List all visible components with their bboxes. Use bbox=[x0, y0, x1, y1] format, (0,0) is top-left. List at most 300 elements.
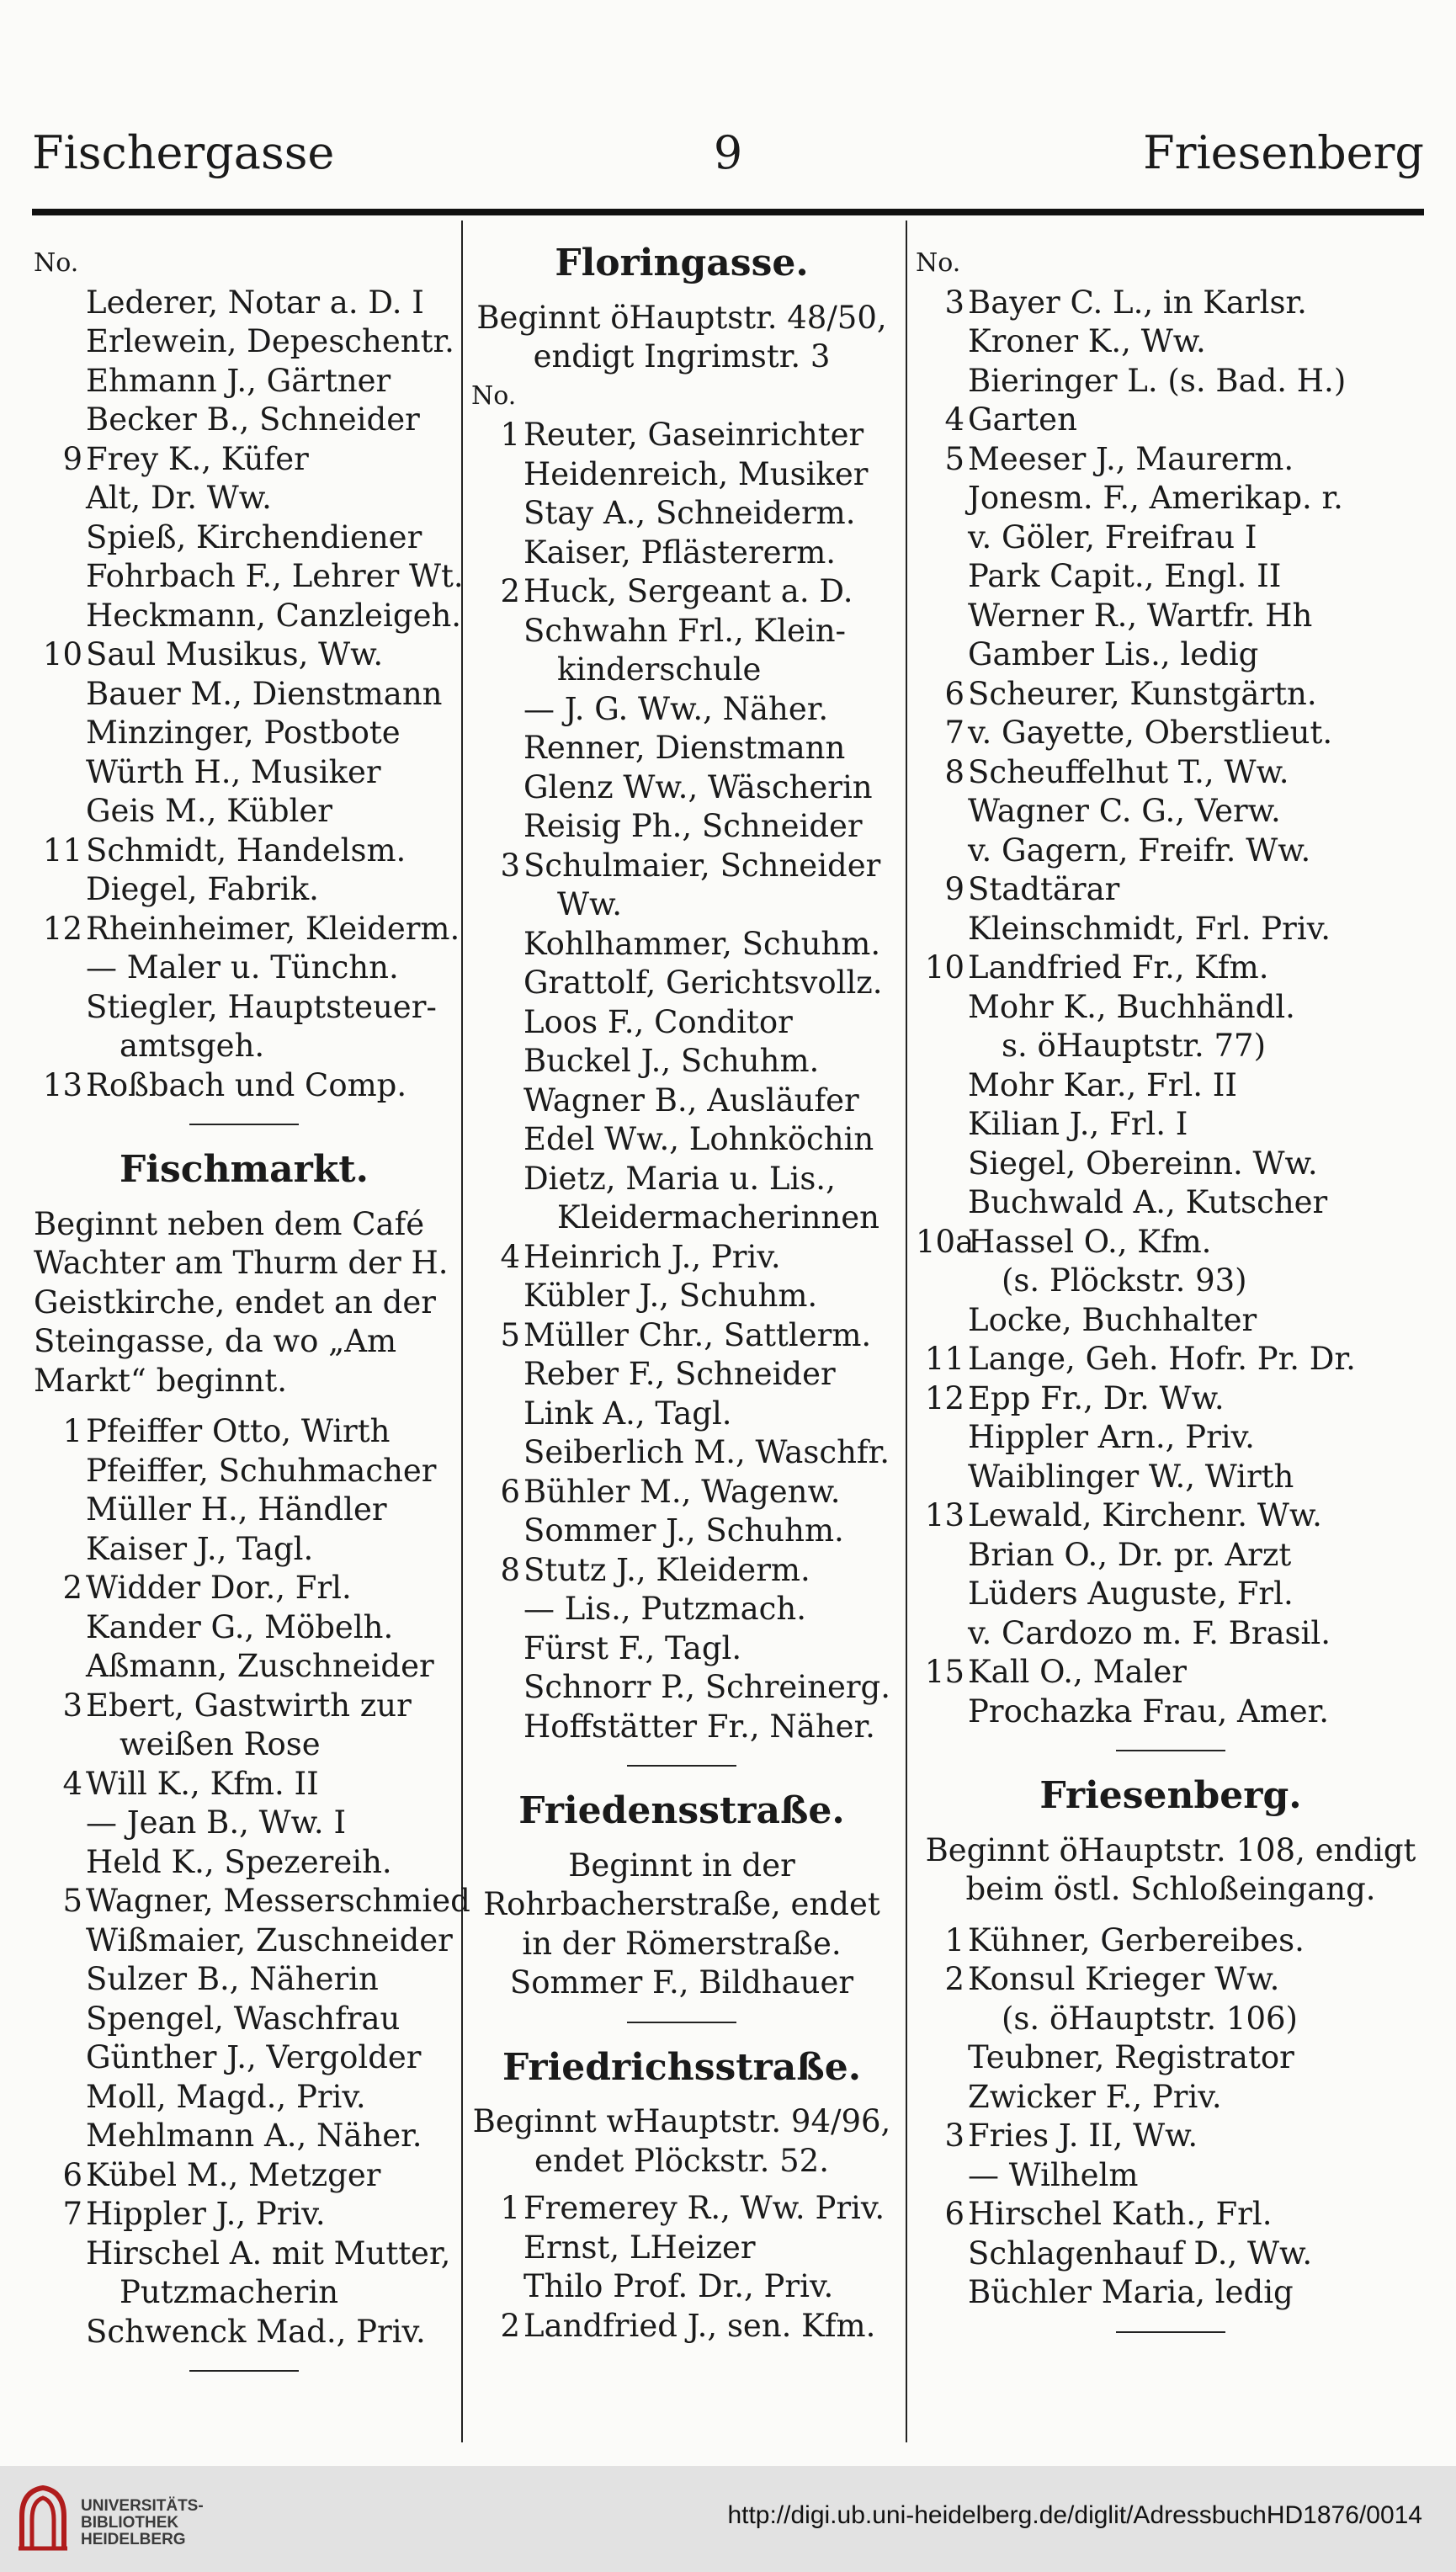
entry-text: Mehlmann A., Näher. bbox=[86, 2118, 422, 2154]
viewer-footer bbox=[0, 2466, 1456, 2572]
entry bbox=[916, 557, 1426, 597]
house-number: 12 bbox=[42, 910, 82, 947]
entry bbox=[34, 2038, 454, 2078]
entry-text: Müller Chr., Sattlerm. bbox=[523, 1316, 872, 1353]
library-name-line: BIBLIOTHEK bbox=[81, 2514, 179, 2532]
entry bbox=[471, 612, 892, 651]
entry bbox=[471, 1198, 892, 1238]
entry bbox=[916, 479, 1426, 518]
entry-text: weißen Rose bbox=[120, 1726, 321, 1762]
entry-text: Dietz, Maria u. Lis., bbox=[523, 1160, 836, 1197]
entry bbox=[34, 518, 454, 558]
entry-text: v. Gayette, Oberstlieut. bbox=[968, 715, 1333, 751]
entry-text: Scheuffelhut T., Ww. bbox=[968, 753, 1289, 790]
entry-list bbox=[916, 1921, 1426, 2313]
entry bbox=[916, 714, 1426, 753]
entry-text: Landfried J., sen. Kfm. bbox=[523, 2307, 876, 2344]
entry-text: Fremerey R., Ww. Priv. bbox=[523, 2190, 885, 2226]
entry bbox=[916, 2156, 1426, 2196]
entry bbox=[916, 1027, 1426, 1066]
entry bbox=[916, 2195, 1426, 2235]
entry-text: Thilo Prof. Dr., Priv. bbox=[523, 2268, 834, 2304]
entry bbox=[471, 847, 892, 886]
entry-text: amtsgeh. bbox=[120, 1028, 265, 1064]
entry bbox=[916, 949, 1426, 988]
entry bbox=[34, 1960, 454, 2000]
entry bbox=[916, 1145, 1426, 1184]
entry bbox=[34, 440, 454, 480]
entry bbox=[471, 964, 892, 1003]
house-number: 2 bbox=[500, 2307, 520, 2344]
entry bbox=[34, 284, 454, 323]
house-number: 10a bbox=[916, 1223, 975, 1260]
entry-text: Zwicker F., Priv. bbox=[968, 2078, 1222, 2115]
house-number: 2 bbox=[944, 1961, 964, 1997]
entry bbox=[34, 949, 454, 988]
entry bbox=[34, 2273, 454, 2313]
library-name-line: HEIDELBERG bbox=[81, 2531, 186, 2548]
entry-text: Diegel, Fabrik. bbox=[86, 871, 319, 907]
entry bbox=[471, 807, 892, 847]
entry-text: Schnorr P., Schreinerg. bbox=[523, 1669, 890, 1705]
house-number: 12 bbox=[924, 1379, 964, 1416]
entry-text: Schulmaier, Schneider bbox=[523, 847, 881, 884]
entry-text: Hassel O., Kfm. bbox=[968, 1223, 1212, 1260]
entry bbox=[471, 1668, 892, 1708]
entry-text: Hirschel A. mit Mutter, bbox=[86, 2235, 451, 2272]
entry-text: Kall O., Maler bbox=[968, 1654, 1187, 1690]
separator bbox=[189, 2370, 299, 2372]
entry-text: Kaiser, Pflästererm. bbox=[523, 534, 837, 571]
house-number: 2 bbox=[500, 573, 520, 609]
entry-text: (s. Plöckstr. 93) bbox=[1002, 1262, 1247, 1299]
entry-text: Ernst, LHeizer bbox=[523, 2229, 756, 2266]
entry bbox=[916, 2000, 1426, 2039]
entry bbox=[471, 534, 892, 573]
entry-text: Schwenck Mad., Priv. bbox=[86, 2313, 426, 2350]
column-1 bbox=[34, 244, 470, 2385]
entry-text: s. öHauptstr. 77) bbox=[1002, 1028, 1267, 1064]
entry bbox=[471, 885, 892, 925]
entry bbox=[916, 1536, 1426, 1576]
entry-text: Bayer C. L., in Karlsr. bbox=[968, 284, 1307, 321]
house-number: 11 bbox=[42, 832, 82, 869]
entry-text: Aßmann, Zuschneider bbox=[86, 1648, 434, 1684]
column-divider bbox=[906, 221, 907, 2442]
entry-text: Brian O., Dr. pr. Arzt bbox=[968, 1536, 1292, 1573]
entry-text: Bieringer L. (s. Bad. H.) bbox=[968, 362, 1347, 399]
header-left: Fischergasse bbox=[32, 126, 335, 179]
entry: Sommer F., Bildhauer bbox=[509, 1964, 854, 2001]
entry bbox=[471, 1277, 892, 1316]
house-number: 13 bbox=[924, 1497, 964, 1533]
street-description: Beginnt neben dem Café Wachter am Thurm der H. Geistkirche, endet an der Steingasse, da wo „Am Markt“ beginnt. bbox=[34, 1205, 449, 1399]
entry bbox=[916, 870, 1426, 910]
entry bbox=[916, 1379, 1426, 1419]
entry bbox=[471, 2189, 892, 2229]
entry bbox=[916, 1223, 1426, 1262]
entry-text: Edel Ww., Lohnköchin bbox=[523, 1121, 874, 1157]
entry-text: Landfried Fr., Kfm. bbox=[968, 949, 1269, 986]
entry-text: Siegel, Obereinn. Ww. bbox=[968, 1145, 1318, 1182]
entry bbox=[471, 1473, 892, 1512]
entry-text: Sulzer B., Näherin bbox=[86, 1961, 379, 1997]
entry-text: Loos F., Conditor bbox=[523, 1003, 793, 1040]
house-number: 2 bbox=[62, 1570, 82, 1606]
entry-text: Ebert, Gastwirth zur bbox=[86, 1687, 412, 1724]
header-right: Friesenberg bbox=[1143, 126, 1424, 179]
entry bbox=[34, 1066, 454, 1106]
library-name-line: UNIVERSITÄTS- bbox=[81, 2497, 204, 2515]
entry-text: Grattolf, Gerichtsvollz. bbox=[523, 964, 883, 1001]
entry bbox=[34, 2195, 454, 2235]
entry bbox=[916, 1575, 1426, 1614]
entry bbox=[916, 910, 1426, 949]
entry-text: Spieß, Kirchendiener bbox=[86, 518, 422, 555]
entry-text: Reisig Ph., Schneider bbox=[523, 808, 863, 844]
page-number: 9 bbox=[713, 126, 743, 179]
entry-text: Heinrich J., Priv. bbox=[523, 1238, 781, 1275]
entry bbox=[34, 753, 454, 793]
entry bbox=[471, 572, 892, 612]
entry-text: — J. G. Ww., Näher. bbox=[523, 690, 829, 727]
entry bbox=[916, 988, 1426, 1028]
entry-text: Pfeiffer, Schuhmacher bbox=[86, 1452, 437, 1489]
entry-text: Kander G., Möbelh. bbox=[86, 1608, 394, 1645]
house-number: 9 bbox=[62, 440, 82, 477]
entry bbox=[471, 1395, 892, 1434]
entry-text: Lüders Auguste, Frl. bbox=[968, 1576, 1294, 1612]
entry bbox=[916, 1183, 1426, 1223]
entry bbox=[34, 1843, 454, 1883]
entry bbox=[471, 690, 892, 730]
house-number: 4 bbox=[944, 401, 964, 438]
entry-text: Alt, Dr. Ww. bbox=[86, 480, 272, 516]
entry-text: Meeser J., Maurerm. bbox=[968, 440, 1294, 477]
entry-text: (s. öHauptstr. 106) bbox=[1002, 2000, 1298, 2037]
entry bbox=[34, 1647, 454, 1687]
entry bbox=[471, 1512, 892, 1551]
street-heading: Fischmarkt. bbox=[120, 1148, 369, 1191]
entry bbox=[916, 792, 1426, 832]
entry bbox=[34, 635, 454, 675]
entry-text: Prochazka Frau, Amer. bbox=[968, 1693, 1330, 1730]
entry-text: Roßbach und Comp. bbox=[86, 1066, 407, 1103]
entry bbox=[34, 1027, 454, 1066]
entry bbox=[916, 1496, 1426, 1536]
entry bbox=[916, 1921, 1426, 1961]
street-heading: Friesenberg. bbox=[1039, 1774, 1302, 1817]
entry-text: Hippler Arn., Priv. bbox=[968, 1419, 1255, 1455]
entry bbox=[916, 753, 1426, 793]
entry-text: Rheinheimer, Kleiderm. bbox=[86, 910, 460, 947]
entry-text: Schlagenhauf D., Ww. bbox=[968, 2235, 1313, 2272]
entry-text: v. Göler, Freifrau I bbox=[968, 518, 1257, 555]
entry bbox=[471, 1081, 892, 1121]
house-number: 5 bbox=[500, 1316, 520, 1353]
entry-text: Hirschel Kath., Frl. bbox=[968, 2196, 1273, 2232]
entry bbox=[34, 1569, 454, 1608]
entry-text: Günther J., Vergolder bbox=[86, 2039, 422, 2075]
page-header bbox=[32, 126, 1424, 194]
entry bbox=[916, 1960, 1426, 2000]
entry-text: Huck, Sergeant a. D. bbox=[523, 573, 853, 609]
house-number: 10 bbox=[924, 949, 964, 986]
number-label: No. bbox=[916, 248, 961, 278]
house-number: 11 bbox=[924, 1341, 964, 1377]
entry-list bbox=[34, 284, 464, 1106]
entry-text: Fohrbach F., Lehrer Wt. bbox=[86, 558, 464, 594]
entry-text: Held K., Spezereih. bbox=[86, 1843, 392, 1880]
entry-list bbox=[34, 1412, 470, 2351]
entry-text: Wagner C. G., Verw. bbox=[968, 793, 1281, 829]
entry bbox=[916, 1340, 1426, 1379]
entry bbox=[471, 1003, 892, 1043]
house-number: 5 bbox=[944, 440, 964, 477]
house-number: 3 bbox=[944, 2118, 964, 2154]
entry-text: Epp Fr., Dr. Ww. bbox=[968, 1379, 1225, 1416]
house-number: 1 bbox=[62, 1413, 82, 1449]
entry bbox=[34, 1687, 454, 1726]
entry bbox=[34, 1725, 454, 1765]
entry bbox=[34, 401, 454, 440]
entry-text: Kleinschmidt, Frl. Priv. bbox=[968, 910, 1331, 947]
entry bbox=[34, 832, 454, 871]
entry-text: Schmidt, Handelsm. bbox=[86, 832, 407, 869]
entry bbox=[471, 1629, 892, 1669]
entry-text: Sommer J., Schuhm. bbox=[523, 1512, 844, 1549]
entry-text: Minzinger, Postbote bbox=[86, 715, 401, 751]
entry bbox=[34, 792, 454, 832]
column-3 bbox=[916, 244, 1426, 2346]
house-number: 6 bbox=[944, 675, 964, 712]
entry-text: Widder Dor., Frl. bbox=[86, 1570, 352, 1606]
house-number: 3 bbox=[944, 284, 964, 321]
entry-text: Buchwald A., Kutscher bbox=[968, 1184, 1328, 1220]
entry bbox=[471, 1120, 892, 1160]
entry bbox=[34, 2313, 454, 2352]
entry-text: Glenz Ww., Wäscherin bbox=[523, 768, 873, 805]
entry bbox=[471, 1238, 892, 1278]
entry bbox=[916, 1105, 1426, 1145]
entry-list bbox=[471, 416, 892, 1746]
entry-text: v. Cardozo m. F. Brasil. bbox=[968, 1614, 1331, 1651]
entry-text: Heidenreich, Musiker bbox=[523, 455, 869, 492]
entry-text: Reuter, Gaseinrichter bbox=[523, 417, 864, 453]
entry-text: Link A., Tagl. bbox=[523, 1395, 732, 1432]
entry-text: kinderschule bbox=[557, 651, 762, 688]
entry bbox=[34, 479, 454, 518]
entry-text: Locke, Buchhalter bbox=[968, 1301, 1257, 1338]
entry-text: Stadtärar bbox=[968, 871, 1120, 907]
entry bbox=[34, 2078, 454, 2118]
entry-text: Will K., Kfm. II bbox=[86, 1765, 319, 1802]
house-number: 15 bbox=[924, 1654, 964, 1690]
entry-text: Kilian J., Frl. I bbox=[968, 1106, 1188, 1142]
entry-text: Fürst F., Tagl. bbox=[523, 1629, 742, 1666]
entry bbox=[916, 2273, 1426, 2313]
house-number: 4 bbox=[500, 1238, 520, 1275]
entry bbox=[34, 1882, 470, 1921]
entry bbox=[34, 2156, 454, 2196]
header-rule bbox=[32, 209, 1424, 215]
entry bbox=[34, 1765, 454, 1804]
entry-text: Lange, Geh. Hofr. Pr. Dr. bbox=[968, 1341, 1356, 1377]
entry-text: Stutz J., Kleiderm. bbox=[523, 1551, 810, 1588]
entry bbox=[916, 832, 1426, 871]
entry-text: Putzmacherin bbox=[120, 2274, 339, 2310]
entry bbox=[471, 1316, 892, 1356]
entry bbox=[34, 910, 460, 949]
house-number: 5 bbox=[62, 1883, 82, 1919]
entry-text: Wagner, Messerschmied bbox=[86, 1883, 470, 1919]
entry bbox=[916, 2078, 1426, 2118]
house-number: 1 bbox=[944, 1921, 964, 1958]
column-2 bbox=[471, 244, 892, 2346]
house-number: 1 bbox=[500, 417, 520, 453]
entry-text: Ehmann J., Gärtner bbox=[86, 362, 391, 399]
entry bbox=[916, 1653, 1426, 1693]
entry bbox=[34, 1921, 454, 1961]
entry-text: Büchler Maria, ledig bbox=[968, 2274, 1294, 2310]
entry bbox=[34, 557, 464, 597]
street-heading: Friedrichsstraße. bbox=[502, 2045, 862, 2089]
entry-text: Kleidermacherinnen bbox=[557, 1199, 879, 1236]
entry-text: — Wilhelm bbox=[968, 2156, 1139, 2193]
entry-text: Kübel M., Metzger bbox=[86, 2156, 381, 2193]
house-number: 6 bbox=[500, 1473, 520, 1510]
street-heading: Floringasse. bbox=[555, 242, 809, 284]
entry bbox=[471, 2267, 892, 2307]
source-url[interactable]: http://digi.ub.uni-heidelberg.de/diglit/AdressbuchHD1876/0014 bbox=[727, 2501, 1422, 2529]
entry bbox=[471, 1042, 892, 1081]
entry-text: Wagner B., Ausläufer bbox=[523, 1081, 859, 1119]
entry-text: Werner R., Wartfr. Hh bbox=[968, 597, 1313, 634]
entry bbox=[471, 494, 892, 534]
entry-text: Kohlhammer, Schuhm. bbox=[523, 925, 881, 962]
entry-text: Heckmann, Canzleigeh. bbox=[86, 597, 462, 634]
entry bbox=[34, 1452, 454, 1491]
street-description: Beginnt wHauptstr. 94/96, endet Plöckstr. 52. bbox=[472, 2103, 891, 2179]
entry-text: Gamber Lis., ledig bbox=[968, 636, 1259, 672]
entry-text: Fries J. II, Ww. bbox=[968, 2118, 1198, 2154]
entry-list bbox=[916, 284, 1426, 1732]
entry-text: Reber F., Schneider bbox=[523, 1356, 836, 1392]
entry-text: Bauer M., Dienstmann bbox=[86, 675, 443, 712]
entry bbox=[34, 322, 454, 362]
entry-text: Ww. bbox=[557, 886, 623, 922]
entry bbox=[916, 401, 1426, 440]
entry-text: Mohr K., Buchhändl. bbox=[968, 988, 1295, 1025]
entry-list bbox=[471, 2189, 892, 2346]
entry-text: — Maler u. Tünchn. bbox=[86, 949, 399, 986]
house-number: 10 bbox=[42, 636, 82, 672]
entry-text: Lewald, Kirchenr. Ww. bbox=[968, 1497, 1322, 1533]
entry-text: Bühler M., Wagenw. bbox=[523, 1473, 841, 1510]
entry-text: Saul Musikus, Ww. bbox=[86, 636, 384, 672]
entry-text: Jonesm. F., Amerikap. r. bbox=[968, 480, 1343, 516]
entry-text: Renner, Dienstmann bbox=[523, 730, 846, 766]
entry-text: Mohr Kar., Frl. II bbox=[968, 1066, 1237, 1103]
entry bbox=[34, 597, 462, 636]
entry bbox=[34, 714, 454, 753]
entry-text: Frey K., Küfer bbox=[86, 440, 309, 477]
entry bbox=[34, 1491, 454, 1530]
separator bbox=[627, 1765, 736, 1767]
entry bbox=[916, 675, 1426, 715]
number-label: No. bbox=[34, 248, 79, 278]
entry-text: Geis M., Kübler bbox=[86, 793, 332, 829]
entry-text: Kübler J., Schuhm. bbox=[523, 1278, 818, 1314]
entry bbox=[916, 440, 1426, 480]
entry bbox=[471, 1433, 892, 1473]
entry bbox=[471, 925, 892, 964]
house-number: 13 bbox=[42, 1066, 82, 1103]
entry bbox=[471, 1708, 892, 1747]
house-number: 6 bbox=[944, 2196, 964, 2232]
entry bbox=[34, 2117, 454, 2156]
entry-text: Buckel J., Schuhm. bbox=[523, 1043, 820, 1079]
entry bbox=[916, 1301, 1426, 1341]
entry-text: Waiblinger W., Wirth bbox=[968, 1458, 1294, 1495]
entry bbox=[471, 729, 892, 768]
entry bbox=[34, 2000, 454, 2039]
entry bbox=[34, 1804, 454, 1843]
entry-text: Stiegler, Hauptsteuer- bbox=[86, 988, 437, 1025]
entry bbox=[34, 1412, 454, 1452]
street-description: Beginnt in der Rohrbacherstraße, endet in der Römerstraße. bbox=[483, 1847, 880, 1962]
column-divider bbox=[461, 221, 463, 2442]
entry-text: v. Gagern, Freifr. Ww. bbox=[968, 832, 1311, 869]
entry bbox=[471, 416, 892, 455]
house-number: 7 bbox=[944, 715, 964, 751]
entry-text: Becker B., Schneider bbox=[86, 401, 420, 438]
entry bbox=[471, 2229, 892, 2268]
entry-text: Erlewein, Depeschentr. bbox=[86, 323, 454, 359]
separator bbox=[627, 2022, 736, 2023]
entry-text: Scheurer, Kunstgärtn. bbox=[968, 675, 1317, 712]
separator bbox=[1116, 2331, 1225, 2333]
entry bbox=[916, 1262, 1426, 1301]
entry-text: Pfeiffer Otto, Wirth bbox=[86, 1413, 391, 1449]
number-label: No. bbox=[471, 380, 517, 411]
entry bbox=[34, 362, 454, 401]
separator bbox=[189, 1124, 299, 1125]
entry-text: — Jean B., Ww. I bbox=[86, 1804, 347, 1841]
entry-text: Lederer, Notar a. D. I bbox=[86, 284, 424, 321]
house-number: 8 bbox=[944, 753, 964, 790]
entry bbox=[471, 768, 892, 808]
entry bbox=[471, 1355, 892, 1395]
entry bbox=[916, 1418, 1426, 1458]
entry bbox=[34, 1608, 454, 1648]
entry bbox=[916, 597, 1426, 636]
entry-text: Kühner, Gerbereibes. bbox=[968, 1921, 1305, 1958]
entry bbox=[916, 322, 1426, 362]
separator bbox=[1116, 1750, 1225, 1751]
entry bbox=[916, 2235, 1426, 2274]
entry bbox=[916, 284, 1426, 323]
entry-text: Schwahn Frl., Klein- bbox=[523, 612, 847, 649]
entry-text: Hippler J., Priv. bbox=[86, 2196, 326, 2232]
street-description: Beginnt öHauptstr. 48/50, endigt Ingrimstr. 3 bbox=[476, 299, 887, 375]
entry bbox=[471, 1590, 892, 1629]
entry-text: Hoffstätter Fr., Näher. bbox=[523, 1708, 875, 1745]
house-number: 7 bbox=[62, 2196, 82, 2232]
entry bbox=[916, 1458, 1426, 1497]
entry bbox=[34, 988, 454, 1028]
entry-text: Wißmaier, Zuschneider bbox=[86, 1921, 453, 1958]
